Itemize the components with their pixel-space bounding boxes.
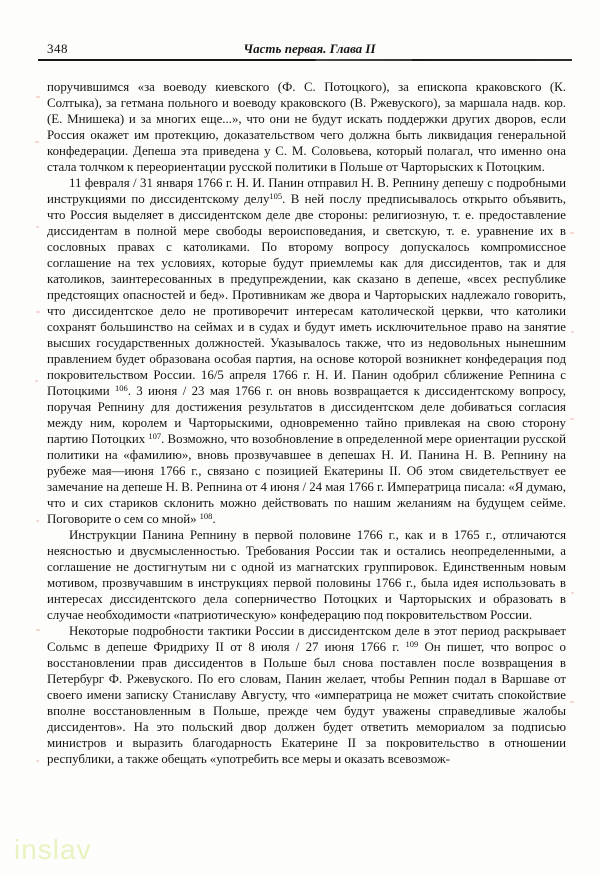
scan-speck (36, 520, 39, 522)
scan-speck (36, 226, 39, 228)
scan-speck (571, 331, 574, 333)
scan-speck (570, 701, 574, 703)
text-run: Некоторые подробности тактики России в диссидентском деле в этот период раскрывает Сольмс в депеше Фридриху II от 8 июля / 27 июня 1766 г. (47, 624, 566, 654)
footnote-marker: 106 (114, 383, 128, 393)
paragraph (47, 175, 566, 527)
scan-speck (36, 629, 40, 631)
footnote-marker: 107 (148, 431, 162, 441)
paragraph (47, 527, 566, 623)
scan-speck (570, 232, 574, 234)
scan-speck (36, 311, 40, 313)
paragraph (47, 79, 566, 175)
running-header (47, 41, 572, 57)
footnote-marker: 108 (199, 511, 213, 521)
scan-speck (36, 760, 39, 762)
text-run: 11 февраля / 31 января 1766 г. Н. И. Панин отправил Н. В. Репнину депешу с подробными инструкциями по диссидентскому делу (47, 176, 566, 206)
paragraph (47, 623, 566, 767)
page-number: 348 (47, 41, 68, 56)
text-run: Он пишет, что вопрос о восстановлении прав диссидентов в Польше был снова поставлен после возвращения в Петербург Ф. Ржевуского. По его словам, Панин желает, чтобы Репнин подал в Варшаве от своего имени записку Станиславу Августу, что «императрица не может считать спокойствие вполне восстановленным в Польше, прежде чем будут уважены справедливые жалобы диссидентов». На это польский двор должен будет ответить мемориалом за подписью министров и выразить благодарность Екатерине II за покровительство в отношении республики, а также обещать «употребить все меры и оказать всевозмож- (47, 640, 566, 766)
scan-speck (571, 592, 574, 594)
footnote-marker: 105 (269, 191, 283, 201)
text-run: . Возможно, что возобновление в определенной мере ориентации русской политики на «фамилию», вновь прозвучавшее в депешах Н. И. Панина Н. В. Репнину на рубеже мая—июня 1766 г., связано с позицией Екатерины II. Об этом свидетельствует ее замечание на депеше Н. В. Репнина от 4 июня / 24 мая 1766 г. Императрица писала: «Я думаю, что и сих стариков склонить можно действовать по нашим желаниям на будущем сейме. Поговорите о сем со мной» (47, 432, 566, 526)
scan-speck (36, 96, 40, 98)
page-body (47, 79, 566, 767)
watermark: inslav (14, 834, 92, 865)
header-rule (38, 59, 572, 61)
scan-speck (570, 418, 574, 420)
text-run: . (212, 512, 216, 526)
text-run: . В ней послу предписывалось открыто объявить, что Россия выделяет в диссидентском деле две стороны: религиозную, т. е. предоставление диссидентам в полной мере свободы вероисповедания, и светскую, т. е. уравнение их в сословных правах с католиками. По второму вопросу допускалось компромиссное соглашение на тех условиях, которые будут приемлемы как для диссидентов, так и для католиков, заинтересованных в предупреждении, как сказано в депеше, «всех республике предстоящих опасностей и бед». Противникам же двора и Чарторыских надлежало говорить, что диссидентское дело не противоречит интересам католической церкви, что католики сохранят большинство на сеймах и в судах и будут иметь исключительное право на занятие высших государственных должностей. Указывалось также, что из недовольных нынешним правлением будет образована особая партия, на основе которой возникнет конфедерация под покровительством России. 16/5 апреля 1766 г. Н. И. Панин одобрил сближение Репнина с Потоцкими (47, 192, 567, 398)
scan-speck (35, 141, 39, 143)
scan-speck (35, 380, 38, 382)
footnote-marker: 109 (405, 639, 419, 649)
running-title: Часть первая. Глава II (243, 41, 376, 56)
text-run: поручившимся «за воеводу киевского (Ф. С. Потоцкого), за епископа краковского (К. Солтыка), за гетмана польного и воеводу краковского (В. Ржевуского), за маршала надв. кор. (Е. Мнишека) и за многих еще...», что они не будут искать поддержки других дворов, если Россия окажет им протекцию, доказательством чего должна быть ликвидация генеральной конфедерации. Депеша эта приведена у С. М. Соловьева, который полагал, что именно она стала толчком к переориентации русской политики в Польше от Чарторыских к Потоцким. (47, 80, 566, 174)
text-run: . 3 июня / 23 мая 1766 г. он вновь возвращается к диссидентскому вопросу, поручая Репнину для достижения результатов в диссидентском деле добиваться согласия между ним, королем и Чарторыскими, одновременно тайно привлекая на свою сторону партию Потоцких (47, 384, 566, 446)
text-run: Инструкции Панина Репнину в первой половине 1766 г., как и в 1765 г., отличаются неясностью и двусмысленностью. Требования России так и остались неопределенными, а соглашение не достигнутым ни с одной из магнатских группировок. Единственным новым мотивом, прозвучавшим в инструкциях первой половины 1766 г., была идея использовать в интересах диссидентского дела соперничество Потоцких и Чарторыских и образовать в случае необходимости «патриотическую» конфедерацию под покровительством России. (47, 528, 566, 622)
